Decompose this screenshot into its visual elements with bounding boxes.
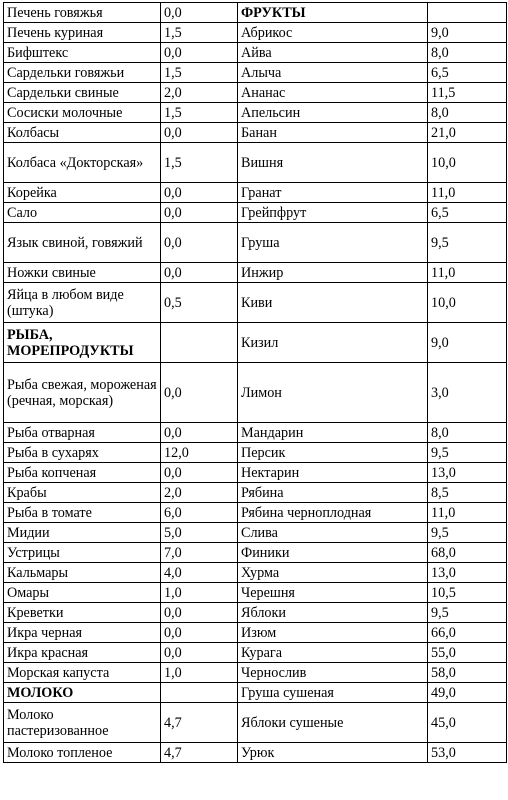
food-name-cell: Морская капуста xyxy=(4,663,161,683)
food-name-cell: Молоко топленое xyxy=(4,743,161,763)
table-row xyxy=(4,63,507,83)
carb-value-cell: 53,0 xyxy=(428,743,507,763)
table-row xyxy=(4,183,507,203)
carb-value-cell: 2,0 xyxy=(161,83,238,103)
carb-value-cell: 1,5 xyxy=(161,23,238,43)
table-row xyxy=(4,603,507,623)
food-name-cell: Чернослив xyxy=(238,663,428,683)
table-row xyxy=(4,423,507,443)
food-name-cell: Банан xyxy=(238,123,428,143)
table-row xyxy=(4,363,507,423)
carb-value-cell xyxy=(161,683,238,703)
table-row xyxy=(4,563,507,583)
carb-value-cell: 0,0 xyxy=(161,603,238,623)
food-name-cell: Айва xyxy=(238,43,428,63)
table-row xyxy=(4,323,507,363)
carb-value-cell: 9,5 xyxy=(428,603,507,623)
food-name-cell: Печень куриная xyxy=(4,23,161,43)
carb-value-cell: 6,5 xyxy=(428,203,507,223)
food-name-cell: Креветки xyxy=(4,603,161,623)
food-name-cell: Инжир xyxy=(238,263,428,283)
food-name-cell: Крабы xyxy=(4,483,161,503)
food-name-cell: Алыча xyxy=(238,63,428,83)
carb-value-cell: 2,0 xyxy=(161,483,238,503)
table-row xyxy=(4,623,507,643)
food-name-cell: Сардельки свиные xyxy=(4,83,161,103)
food-name-cell: Яблоки сушеные xyxy=(238,703,428,743)
table-row xyxy=(4,463,507,483)
carb-value-cell: 4,7 xyxy=(161,743,238,763)
food-name-cell: Абрикос xyxy=(238,23,428,43)
food-name-cell: Омары xyxy=(4,583,161,603)
food-name-cell: Лимон xyxy=(238,363,428,423)
carb-value-cell: 0,0 xyxy=(161,123,238,143)
carb-value-cell xyxy=(161,323,238,363)
food-name-cell: Слива xyxy=(238,523,428,543)
table-row xyxy=(4,23,507,43)
carb-value-cell: 0,0 xyxy=(161,223,238,263)
food-name-cell: Икра черная xyxy=(4,623,161,643)
carb-value-cell: 10,5 xyxy=(428,583,507,603)
food-name-cell: Рыба в томате xyxy=(4,503,161,523)
carb-value-cell: 0,0 xyxy=(161,43,238,63)
food-name-cell: Вишня xyxy=(238,143,428,183)
carb-value-cell: 9,5 xyxy=(428,523,507,543)
food-name-cell: Рыба свежая, мороженая (речная, морская) xyxy=(4,363,161,423)
carb-value-cell: 1,0 xyxy=(161,663,238,683)
food-name-cell: Бифштекс xyxy=(4,43,161,63)
food-name-cell: Сардельки говяжьи xyxy=(4,63,161,83)
food-name-cell: Мандарин xyxy=(238,423,428,443)
carb-value-cell: 1,5 xyxy=(161,143,238,183)
table-row xyxy=(4,283,507,323)
food-name-cell: Апельсин xyxy=(238,103,428,123)
carb-value-cell: 5,0 xyxy=(161,523,238,543)
carb-value-cell: 0,0 xyxy=(161,643,238,663)
section-heading: МОЛОКО xyxy=(4,683,161,703)
carb-value-cell: 8,0 xyxy=(428,423,507,443)
food-name-cell: Киви xyxy=(238,283,428,323)
food-name-cell: Рыба копченая xyxy=(4,463,161,483)
carb-value-cell: 11,0 xyxy=(428,263,507,283)
section-heading: ФРУКТЫ xyxy=(238,3,428,23)
carb-value-cell: 58,0 xyxy=(428,663,507,683)
food-name-cell: Печень говяжья xyxy=(4,3,161,23)
section-heading: РЫБА, МОРЕПРОДУКТЫ xyxy=(4,323,161,363)
food-name-cell: Колбасы xyxy=(4,123,161,143)
carb-value-cell: 8,5 xyxy=(428,483,507,503)
carb-value-cell: 1,0 xyxy=(161,583,238,603)
carb-value-cell: 6,0 xyxy=(161,503,238,523)
carb-value-cell: 11,5 xyxy=(428,83,507,103)
food-name-cell: Сосиски молочные xyxy=(4,103,161,123)
carb-value-cell: 45,0 xyxy=(428,703,507,743)
food-name-cell: Устрицы xyxy=(4,543,161,563)
food-name-cell: Язык свиной, говяжий xyxy=(4,223,161,263)
food-name-cell: Хурма xyxy=(238,563,428,583)
table-row xyxy=(4,123,507,143)
carb-value-cell: 10,0 xyxy=(428,143,507,183)
carb-value-cell: 0,0 xyxy=(161,463,238,483)
carb-value-cell: 21,0 xyxy=(428,123,507,143)
carb-value-cell: 0,0 xyxy=(161,263,238,283)
table-row xyxy=(4,43,507,63)
carb-value-cell: 3,0 xyxy=(428,363,507,423)
table-row xyxy=(4,483,507,503)
carb-value-cell: 9,0 xyxy=(428,323,507,363)
table-row xyxy=(4,263,507,283)
food-name-cell: Корейка xyxy=(4,183,161,203)
carb-value-cell: 11,0 xyxy=(428,503,507,523)
food-name-cell: Ножки свиные xyxy=(4,263,161,283)
food-name-cell: Персик xyxy=(238,443,428,463)
carb-table-body xyxy=(4,3,507,763)
food-name-cell: Икра красная xyxy=(4,643,161,663)
carb-value-cell: 6,5 xyxy=(428,63,507,83)
table-row xyxy=(4,583,507,603)
carb-value-cell: 10,0 xyxy=(428,283,507,323)
carb-value-cell: 0,0 xyxy=(161,183,238,203)
food-name-cell: Рябина xyxy=(238,483,428,503)
carb-value-cell: 55,0 xyxy=(428,643,507,663)
food-name-cell: Грейпфрут xyxy=(238,203,428,223)
food-name-cell: Яблоки xyxy=(238,603,428,623)
table-row xyxy=(4,643,507,663)
table-row xyxy=(4,3,507,23)
carb-value-cell: 4,0 xyxy=(161,563,238,583)
food-name-cell: Ананас xyxy=(238,83,428,103)
food-name-cell: Мидии xyxy=(4,523,161,543)
table-row xyxy=(4,503,507,523)
table-row xyxy=(4,143,507,183)
carb-value-cell: 9,0 xyxy=(428,23,507,43)
food-name-cell: Кизил xyxy=(238,323,428,363)
carb-value-cell: 13,0 xyxy=(428,463,507,483)
carb-value-cell: 1,5 xyxy=(161,63,238,83)
carb-value-cell: 68,0 xyxy=(428,543,507,563)
table-row xyxy=(4,83,507,103)
table-row xyxy=(4,543,507,563)
food-name-cell: Рябина черноплодная xyxy=(238,503,428,523)
food-name-cell: Сало xyxy=(4,203,161,223)
carb-value-cell: 0,0 xyxy=(161,423,238,443)
food-name-cell: Изюм xyxy=(238,623,428,643)
carb-value-cell: 0,0 xyxy=(161,623,238,643)
food-name-cell: Курага xyxy=(238,643,428,663)
carb-value-cell: 13,0 xyxy=(428,563,507,583)
food-name-cell: Кальмары xyxy=(4,563,161,583)
carb-value-cell: 9,5 xyxy=(428,443,507,463)
table-row xyxy=(4,703,507,743)
table-row xyxy=(4,103,507,123)
carb-value-cell: 12,0 xyxy=(161,443,238,463)
carb-value-cell: 1,5 xyxy=(161,103,238,123)
food-name-cell: Яйца в любом виде (штука) xyxy=(4,283,161,323)
table-row xyxy=(4,203,507,223)
carb-value-cell: 9,5 xyxy=(428,223,507,263)
food-name-cell: Гранат xyxy=(238,183,428,203)
carb-value-cell xyxy=(428,3,507,23)
food-name-cell: Финики xyxy=(238,543,428,563)
carb-value-cell: 0,0 xyxy=(161,203,238,223)
table-row xyxy=(4,223,507,263)
food-name-cell: Урюк xyxy=(238,743,428,763)
food-name-cell: Колбаса «Докторская» xyxy=(4,143,161,183)
carb-value-cell: 11,0 xyxy=(428,183,507,203)
carb-value-cell: 0,0 xyxy=(161,363,238,423)
carb-table xyxy=(3,2,507,763)
carb-value-cell: 0,0 xyxy=(161,3,238,23)
table-row xyxy=(4,663,507,683)
food-name-cell: Нектарин xyxy=(238,463,428,483)
food-name-cell: Груша xyxy=(238,223,428,263)
food-name-cell: Рыба в сухарях xyxy=(4,443,161,463)
food-name-cell: Молоко пастеризованное xyxy=(4,703,161,743)
table-row xyxy=(4,523,507,543)
food-name-cell: Черешня xyxy=(238,583,428,603)
table-row xyxy=(4,743,507,763)
table-row xyxy=(4,443,507,463)
carb-value-cell: 49,0 xyxy=(428,683,507,703)
carb-value-cell: 0,5 xyxy=(161,283,238,323)
food-name-cell: Рыба отварная xyxy=(4,423,161,443)
carb-value-cell: 66,0 xyxy=(428,623,507,643)
carb-value-cell: 8,0 xyxy=(428,43,507,63)
carb-value-cell: 8,0 xyxy=(428,103,507,123)
carb-value-cell: 4,7 xyxy=(161,703,238,743)
carb-value-cell: 7,0 xyxy=(161,543,238,563)
food-name-cell: Груша сушеная xyxy=(238,683,428,703)
table-row xyxy=(4,683,507,703)
